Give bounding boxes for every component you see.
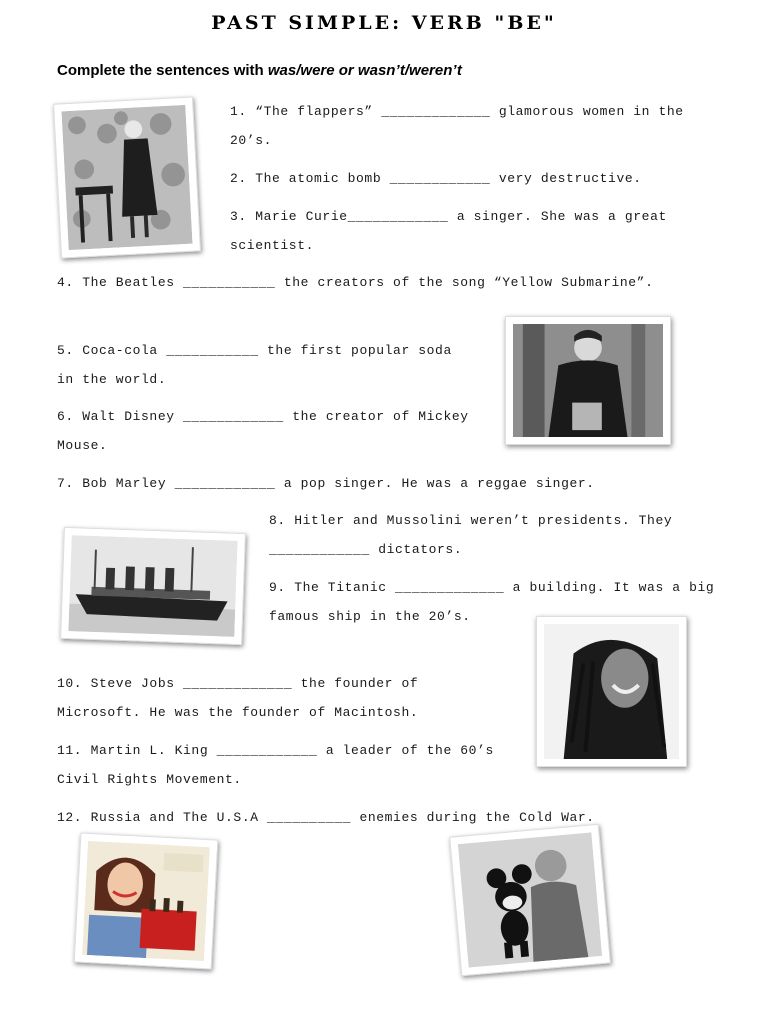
worksheet-title: PAST SIMPLE: VERB "BE" [211, 12, 557, 34]
question-10: 10. Steve Jobs _____________ the founder of Microsoft. He was the founder of Macintosh. [57, 676, 419, 720]
question-9: 9. The Titanic _____________ a building. It was a big famous ship in the 20’s. [269, 580, 715, 624]
instructions-lead: Complete the sentences with [57, 62, 268, 79]
walt-disney-photo [449, 824, 611, 977]
instructions [57, 62, 462, 79]
question-4: 4. The Beatles ___________ the creators of the song “Yellow Submarine”. [57, 275, 654, 290]
flapper-photo [53, 96, 201, 258]
question-12: 12. Russia and The U.S.A __________ enemies during the Cold War. [57, 810, 595, 825]
question-11: 11. Martin L. King ____________ a leader of the 60’s Civil Rights Movement. [57, 743, 494, 787]
question-8: 8. Hitler and Mussolini weren’t presidents. They ____________ dictators. [269, 513, 673, 557]
coca-cola-poster [74, 832, 219, 969]
titanic-photo [60, 527, 246, 645]
question-2: 2. The atomic bomb ____________ very destructive. [230, 171, 642, 186]
question-7: 7. Bob Marley ____________ a pop singer. He was a reggae singer. [57, 476, 595, 491]
marie-curie-photo [505, 316, 671, 445]
bob-marley-photo [536, 616, 687, 767]
question-1: 1. “The flappers” _____________ glamorous women in the 20’s. [230, 104, 684, 148]
question-6: 6. Walt Disney ____________ the creator of Mickey Mouse. [57, 409, 469, 453]
question-5: 5. Coca-cola ___________ the first popular soda in the world. [57, 343, 452, 387]
question-3: 3. Marie Curie____________ a singer. She was a great scientist. [230, 209, 667, 253]
instructions-options: was/were or wasn’t/weren’t [267, 62, 462, 79]
